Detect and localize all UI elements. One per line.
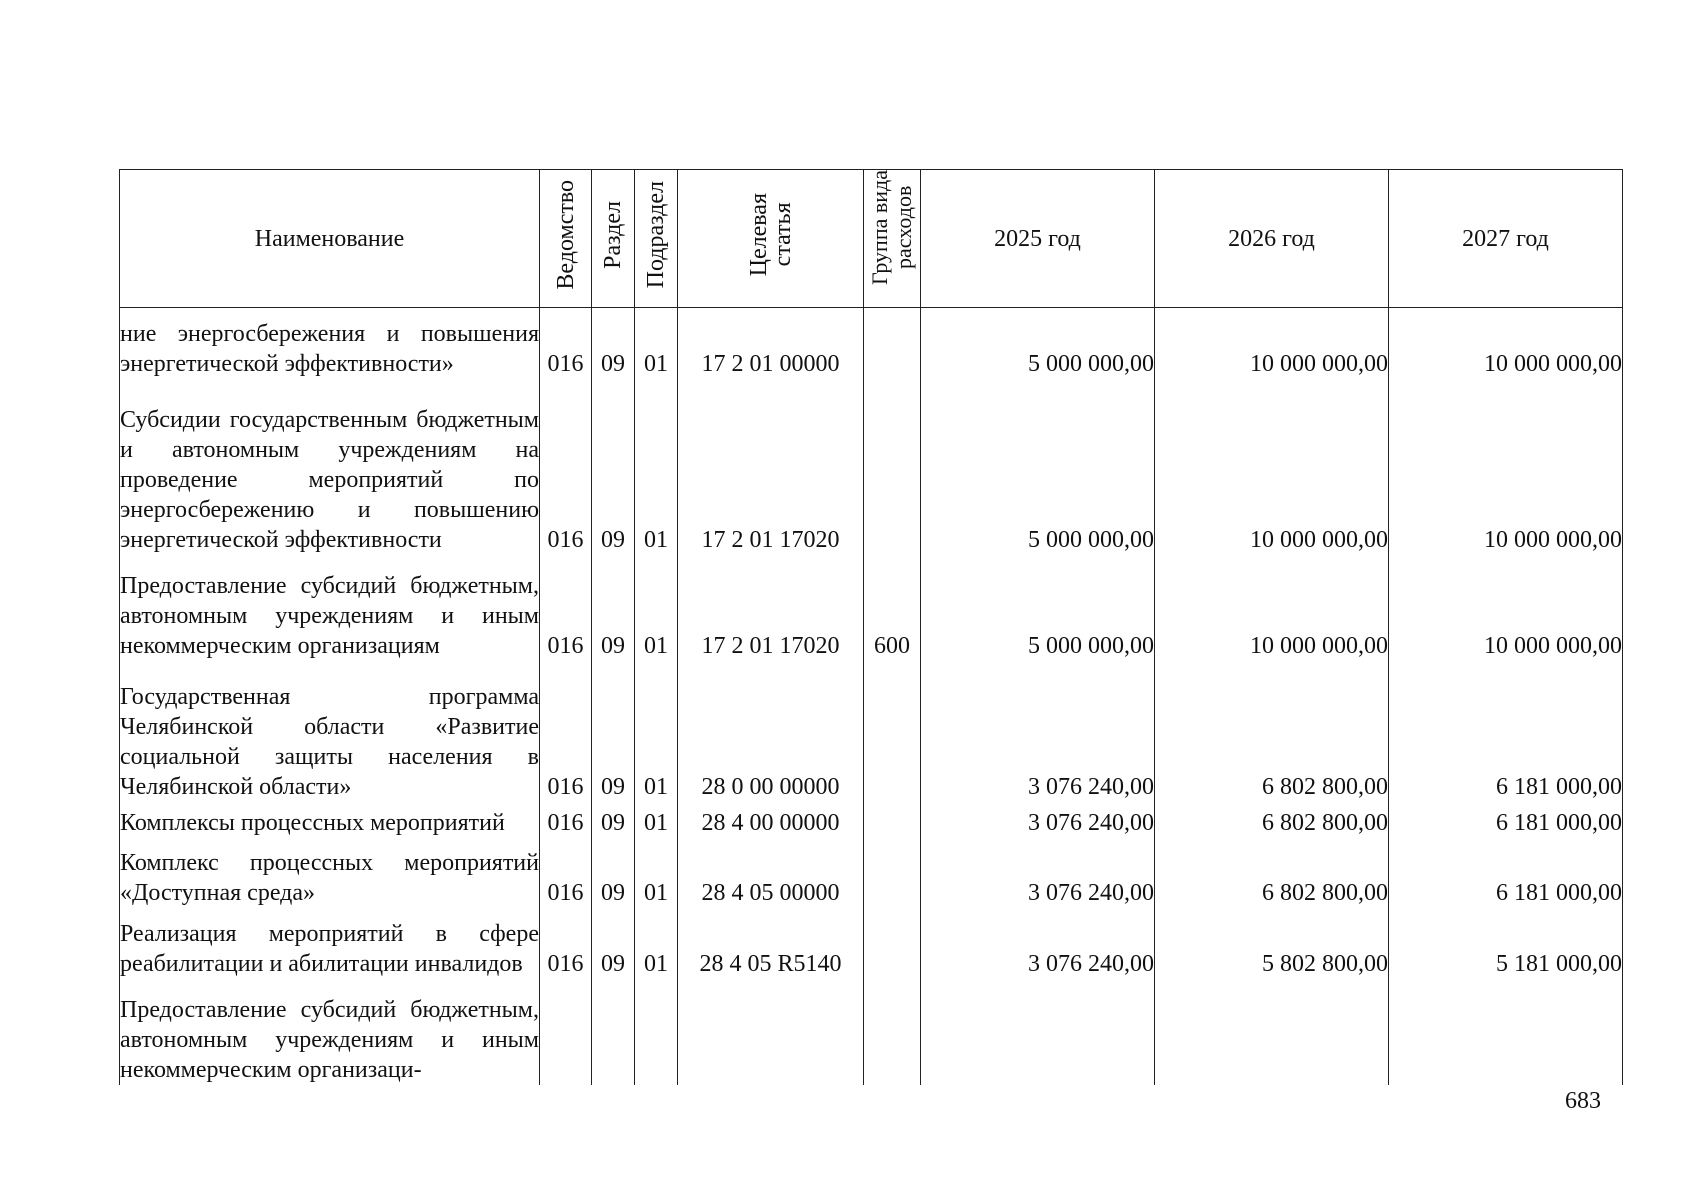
cell-y2026: 10 000 000,00 — [1155, 379, 1389, 556]
cell-name: Государственная программа Челябинской области «Развитие социальной защиты населения в Челябинской области» — [120, 661, 540, 802]
cell-y2027 — [1389, 979, 1623, 1085]
cell-y2027: 6 181 000,00 — [1389, 802, 1623, 837]
cell-y2026: 6 802 800,00 — [1155, 802, 1389, 837]
budget-table — [119, 169, 1623, 1085]
cell-group — [864, 661, 921, 802]
table-row — [120, 979, 1623, 1085]
cell-name: Комплексы процессных мероприятий — [120, 802, 540, 837]
cell-y2025 — [921, 979, 1155, 1085]
cell-target: 17 2 01 17020 — [678, 555, 864, 661]
cell-y2027: 10 000 000,00 — [1389, 379, 1623, 556]
cell-target: 17 2 01 00000 — [678, 308, 864, 379]
cell-y2027: 5 181 000,00 — [1389, 908, 1623, 979]
cell-dept: 016 — [540, 802, 592, 837]
cell-y2026: 10 000 000,00 — [1155, 308, 1389, 379]
header-name: Наименование — [120, 170, 540, 308]
table-body — [120, 308, 1623, 1086]
cell-name: Комплекс процессных мероприятий «Доступная среда» — [120, 838, 540, 909]
header-row — [120, 170, 1623, 308]
cell-y2027: 10 000 000,00 — [1389, 308, 1623, 379]
cell-section — [592, 979, 635, 1085]
table-row — [120, 908, 1623, 979]
cell-target: 28 4 05 R5140 — [678, 908, 864, 979]
cell-y2025: 5 000 000,00 — [921, 555, 1155, 661]
cell-y2026: 6 802 800,00 — [1155, 661, 1389, 802]
header-subsection: Подраздел — [635, 170, 678, 308]
cell-subsection: 01 — [635, 802, 678, 837]
cell-section: 09 — [592, 802, 635, 837]
table-row — [120, 802, 1623, 837]
cell-y2027: 6 181 000,00 — [1389, 838, 1623, 909]
table-row — [120, 661, 1623, 802]
cell-dept: 016 — [540, 379, 592, 556]
header-2027: 2027 год — [1389, 170, 1623, 308]
cell-group: 600 — [864, 555, 921, 661]
cell-subsection: 01 — [635, 379, 678, 556]
cell-section: 09 — [592, 661, 635, 802]
header-2025: 2025 год — [921, 170, 1155, 308]
cell-y2026 — [1155, 979, 1389, 1085]
table-row — [120, 308, 1623, 379]
cell-dept: 016 — [540, 838, 592, 909]
cell-section: 09 — [592, 908, 635, 979]
header-section: Раздел — [592, 170, 635, 308]
cell-subsection: 01 — [635, 555, 678, 661]
cell-dept — [540, 979, 592, 1085]
cell-target: 17 2 01 17020 — [678, 379, 864, 556]
cell-y2025: 3 076 240,00 — [921, 838, 1155, 909]
page-number: 683 — [1565, 1088, 1601, 1114]
cell-y2025: 3 076 240,00 — [921, 908, 1155, 979]
cell-dept: 016 — [540, 555, 592, 661]
cell-subsection: 01 — [635, 908, 678, 979]
cell-subsection: 01 — [635, 838, 678, 909]
cell-group — [864, 908, 921, 979]
cell-y2027: 6 181 000,00 — [1389, 661, 1623, 802]
cell-name: Предоставление субсидий бюджетным, автономным учреждениям и иным некоммерческим организациям — [120, 555, 540, 661]
cell-subsection: 01 — [635, 308, 678, 379]
cell-group — [864, 802, 921, 837]
cell-y2025: 5 000 000,00 — [921, 308, 1155, 379]
cell-section: 09 — [592, 838, 635, 909]
header-2026: 2026 год — [1155, 170, 1389, 308]
cell-y2025: 3 076 240,00 — [921, 661, 1155, 802]
cell-target: 28 0 00 00000 — [678, 661, 864, 802]
header-target: Целевая статья — [678, 170, 864, 308]
cell-y2026: 5 802 800,00 — [1155, 908, 1389, 979]
cell-y2026: 6 802 800,00 — [1155, 838, 1389, 909]
cell-target: 28 4 05 00000 — [678, 838, 864, 909]
cell-target: 28 4 00 00000 — [678, 802, 864, 837]
cell-group — [864, 308, 921, 379]
cell-y2027: 10 000 000,00 — [1389, 555, 1623, 661]
cell-y2026: 10 000 000,00 — [1155, 555, 1389, 661]
cell-subsection: 01 — [635, 661, 678, 802]
cell-dept: 016 — [540, 908, 592, 979]
table-row — [120, 555, 1623, 661]
cell-group — [864, 979, 921, 1085]
cell-dept: 016 — [540, 661, 592, 802]
cell-name: Субсидии государственным бюджетным и автономным учреждениям на проведение мероприятий по энергосбережению и повышению энергетической эффективности — [120, 379, 540, 556]
header-dept: Ведомство — [540, 170, 592, 308]
cell-section: 09 — [592, 379, 635, 556]
cell-group — [864, 379, 921, 556]
table-row — [120, 838, 1623, 909]
cell-dept: 016 — [540, 308, 592, 379]
cell-y2025: 5 000 000,00 — [921, 379, 1155, 556]
cell-name: Предоставление субсидий бюджетным, автономным учреждениям и иным некоммерческим организаци- — [120, 979, 540, 1085]
cell-target — [678, 979, 864, 1085]
cell-name: ние энергосбережения и повышения энергетической эффективности» — [120, 308, 540, 379]
table-row — [120, 379, 1623, 556]
cell-section: 09 — [592, 308, 635, 379]
cell-y2025: 3 076 240,00 — [921, 802, 1155, 837]
header-group: Группа вида расходов — [864, 170, 921, 308]
cell-section: 09 — [592, 555, 635, 661]
cell-name: Реализация мероприятий в сфере реабилитации и абилитации инвалидов — [120, 908, 540, 979]
cell-subsection — [635, 979, 678, 1085]
cell-group — [864, 838, 921, 909]
